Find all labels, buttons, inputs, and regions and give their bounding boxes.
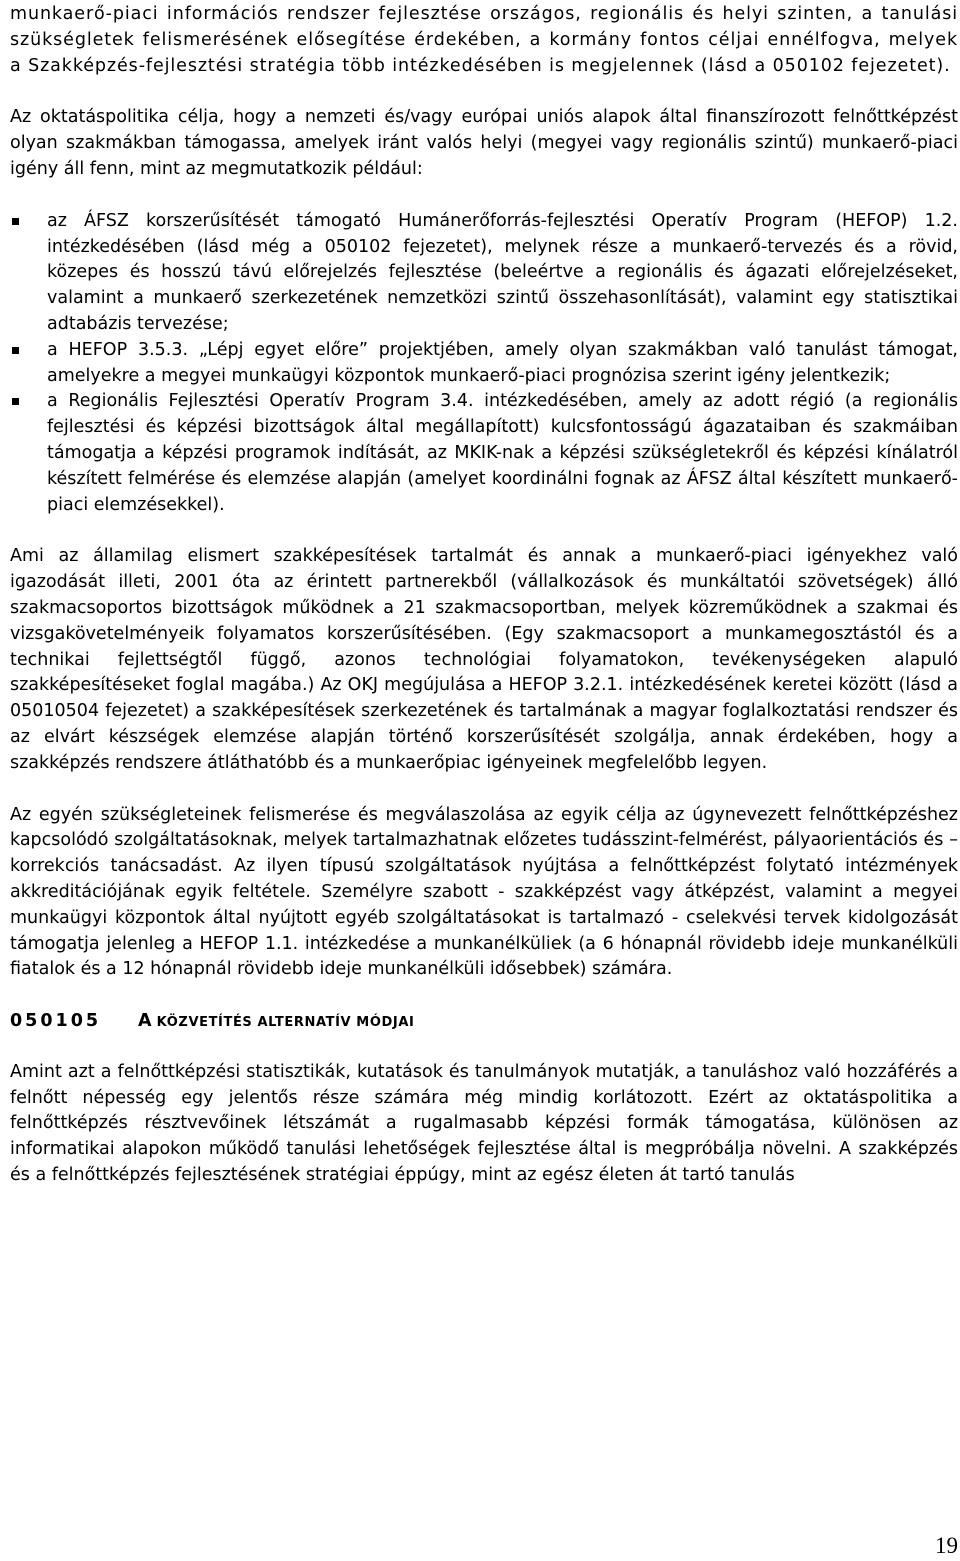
page-number: 19 xyxy=(935,1533,958,1558)
list-item xyxy=(10,338,958,390)
paragraph-individual-needs: Az egyén szükségleteinek felismerése és megválaszolása az egyik célja az úgynevezett felnőttképzéshez kapcsolódó szolgáltatásoknak, melyek tartalmazhatnak előzetes tudásszint-felmérést, pályaorientációs és –korrekciós tanácsadást. Az ilyen típusú szolgáltatások nyújtása a felnőttképzést folytató intézmények akkreditációjának egyik feltétele. Személyre szabott - szakképzést vagy átképzést, valamint a megyei munkaügyi központok által nyújtott egyéb szolgáltatásokat is tartalmazó - cselekvési tervek kidolgozását támogatja jelenleg a HEFOP 1.1. intézkedése a munkanélküliek (a 6 hónapnál rövidebb ideje munkanélküli fiatalok és a 12 hónapnál rövidebb ideje munkanélküli idősebbek) számára. xyxy=(10,804,958,980)
paragraph-qualifications: Ami az államilag elismert szakképesítések tartalmát és annak a munkaerő-piaci igényekhez való igazodását illeti, 2001 óta az érintett partnerekből (vállalkozások és munkáltatói szövetségek) álló szakmacsoportos bizottságok működnek a 21 szakmacsoportban, melyek közreműködnek a szakmai és vizsgakövetelményeik folyamatos korszerűsítésében. (Egy szakmacsoport a munkamegosztástól és a technikai fejlettségtől függő, azonos technológiai folyamatokon, tevékenységeken alapuló szakképesítéseket foglal magába.) Az OKJ megújulása a HEFOP 3.2.1. intézkedésének keretei között (lásd a 05010504 fejezetet) a szakképesítések szerkezetének és tartalmának a magyar foglalkoztatási rendszer és az elvárt készségek elemzése alapján történő korszerűsítését szolgálja, annak érdekében, hogy a szakképzés rendszere átláthatóbb és a munkaerőpiac igényeinek megfelelőbb legyen. xyxy=(10,546,958,773)
section-title xyxy=(138,1009,414,1036)
paragraph-access: Amint azt a felnőttképzési statisztikák, kutatások és tanulmányok mutatják, a tanuláshoz való hozzáférés a felnőtt népesség egy jelentős része számára még mindig korlátozott. Ezért az oktatáspolitika a felnőttképzés résztvevőinek létszámát a rugalmasabb képzési formák támogatása, különösen az informatikai alapokon működő tanulási lehetőségek fejlesztése által is megpróbálja növelni. A szakképzés és a felnőttképzés fejlesztésének stratégiai éppúgy, mint az egész életen át tartó tanulás xyxy=(10,1061,958,1186)
bullet-square-icon xyxy=(12,218,19,225)
section-title-rest: KÖZVETÍTÉS ALTERNATÍV MÓDJAI xyxy=(151,1015,415,1031)
document-page xyxy=(10,2,958,1215)
section-number: 050105 xyxy=(10,1011,102,1032)
bullet-square-icon xyxy=(12,398,19,405)
paragraph-education-policy: Az oktatáspolitika célja, hogy a nemzeti és/vagy európai uniós alapok által finanszírozott felnőttképzést olyan szakmákban támogassa, amelyek iránt valós helyi (megyei vagy regionális szintű) munkaerő-piaci igény áll fenn, mint az megmutatkozik például: xyxy=(10,107,958,179)
list-item-text: az ÁFSZ korszerűsítését támogató Humánerőforrás-fejlesztési Operatív Program (HEFOP) 1.2. intézkedésében (lásd még a 050102 fejezetet), melynek része a munkaerő-tervezés és a rövid, közepes és hosszú távú előrejelzés fejlesztése (beleértve a regionális és ágazati előrejelzéseket, valamint a munkaerő szerkezetének nemzetközi szintű összehasonlítását), valamint egy statisztikai adtabázis tervezése; xyxy=(47,210,958,334)
section-title-initial: A xyxy=(138,1011,152,1032)
bullet-list xyxy=(10,209,958,519)
list-item-text: a HEFOP 3.5.3. „Lépj egyet előre” projektjében, amely olyan szakmákban való tanulást támogat, amelyekre a megyei munkaügyi központok munkaerő-piaci prognózisa szerint igény jelentkezik; xyxy=(47,339,958,386)
section-heading xyxy=(10,1009,958,1036)
paragraph-intro: munkaerő-piaci információs rendszer fejlesztése országos, regionális és helyi szinten, a tanulási szükségletek felismerésének elősegítése érdekében, a kormány fontos céljai ennélfogva, melyek a Szakképzés-fejlesztési stratégia több intézkedésében is megjelennek (lásd a 050102 fejezetet). xyxy=(10,4,958,76)
list-item xyxy=(10,389,958,518)
bullet-square-icon xyxy=(12,347,19,354)
list-item-text: a Regionális Fejlesztési Operatív Program 3.4. intézkedésében, amely az adott régió (a regionális fejlesztési és képzési bizottságok által megállapított) kulcsfontosságú ágazataiban és szakmáiban támogatja a képzési programok indítását, az MKIK-nak a képzési szükségletekről és képzési kínálatról készített felmérése és elemzése alapján (amelyet koordinálni fognak az ÁFSZ által készített munkaerő-piaci elemzésekkel). xyxy=(47,391,958,515)
list-item xyxy=(10,209,958,338)
